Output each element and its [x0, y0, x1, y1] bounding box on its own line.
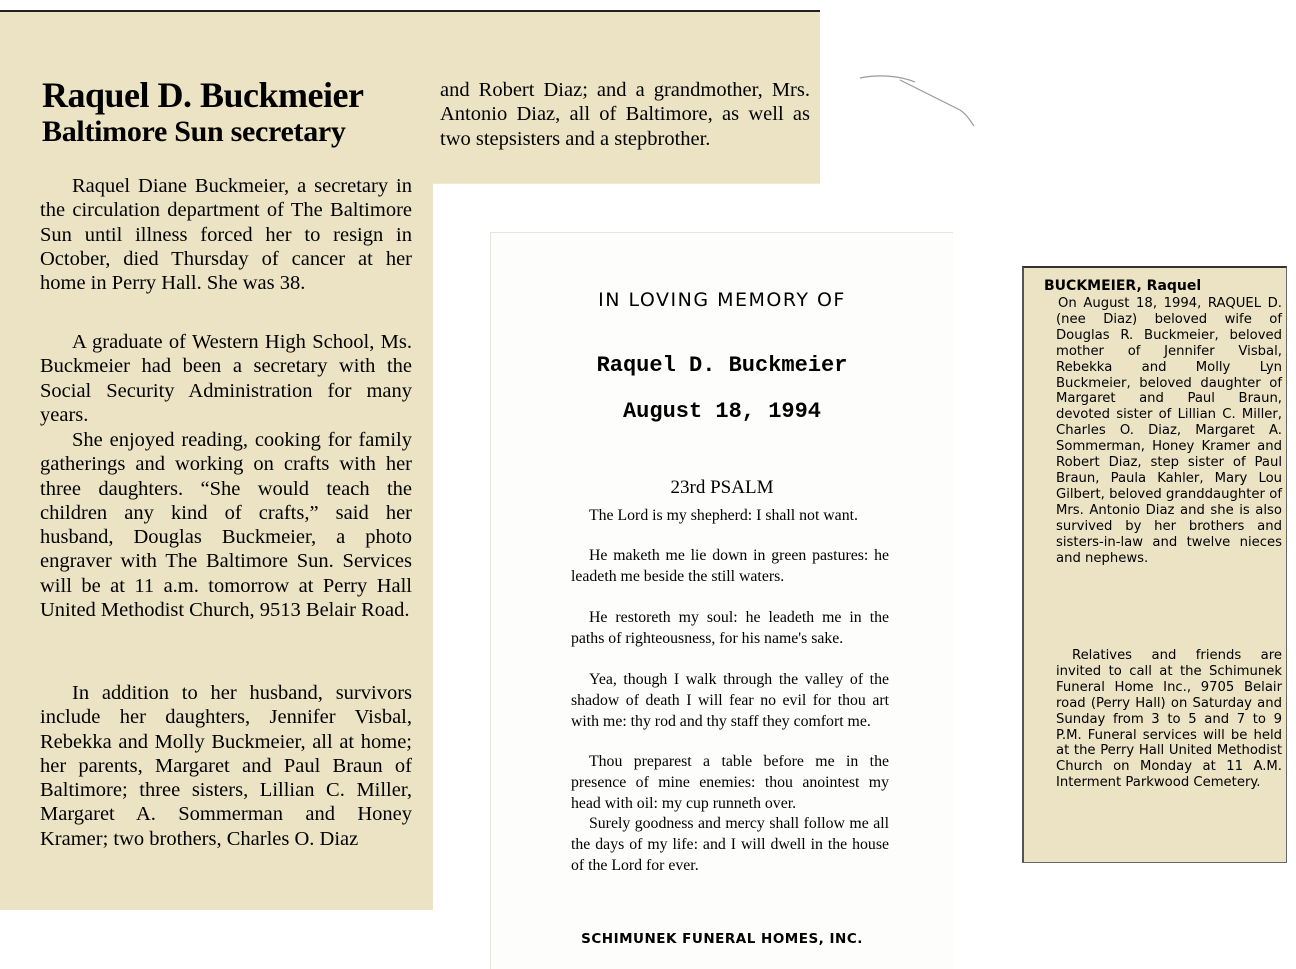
card-name: Raquel D. Buckmeier	[596, 353, 848, 378]
obituary-paragraph-3: She enjoyed reading, cooking for family gatherings and working on crafts with her three daughters. “She would teach the children any kind of crafts,” said her husband, Douglas Buckmeier, a photo engraver with The Baltimore Sun. Services will be at 11 a.m. tomorrow at Perry Hall United Methodist Church, 9513 Belair Road.	[40, 429, 412, 622]
clipping-edge	[0, 10, 820, 12]
psalm-verse-4: Yea, though I walk through the valley of the shadow of death I will fear no evil for thou art with me: thy rod and thy staff they comfort me.	[571, 671, 889, 730]
pen-scratch-mark	[860, 70, 980, 140]
psalm-verse-3: He restoreth my soul: he leadeth me in the paths of righteousness, for his name's sake.	[571, 609, 889, 647]
psalm-verse-1: The Lord is my shepherd: I shall not want.	[589, 507, 858, 524]
obituary-paragraph-1: Raquel Diane Buckmeier, a secretary in the circulation department of The Baltimore Sun until illness forced her to resign in October, died Thursday of cancer at her home in Perry Hall. She was 38.	[40, 175, 412, 295]
card-heading: IN LOVING MEMORY OF	[598, 289, 846, 311]
obituary-headline: Raquel D. Buckmeier	[42, 75, 364, 115]
death-notice-title: BUCKMEIER, Raquel	[1044, 278, 1202, 294]
card-date: August 18, 1994	[622, 399, 822, 424]
memorial-card	[490, 232, 953, 969]
psalm-title: 23rd PSALM	[670, 477, 774, 498]
psalm-verse-2: He maketh me lie down in green pastures: he leadeth me beside the still waters.	[571, 547, 889, 585]
psalm-verse-6: Surely goodness and mercy shall follow me all the days of my life: and I will dwell in the house of the Lord for ever.	[571, 815, 889, 874]
obituary-paragraph-2: A graduate of Western High School, Ms. Buckmeier had been a secretary with the Social Security Administration for many years.	[40, 331, 412, 426]
funeral-home-footer: SCHIMUNEK FUNERAL HOMES, INC.	[581, 931, 863, 947]
death-notice-clipping	[1022, 266, 1287, 863]
psalm-verse-5: Thou preparest a table before me in the presence of mine enemies: thou anointest my head with oil: my cup runneth over.	[571, 753, 889, 812]
obituary-paragraph-4: In addition to her husband, survivors include her daughters, Jennifer Visbal, Rebekka and Molly Buckmeier, all at home; her parents, Margaret and Paul Braun of Baltimore; three sisters, Lillian C. Miller, Margaret A. Sommerman and Honey Kramer; two brothers, Charles O. Diaz	[40, 682, 412, 850]
obituary-continuation: and Robert Diaz; and a grandmother, Mrs. Antonio Diaz, all of Baltimore, as well as two stepsisters and a stepbrother.	[440, 79, 810, 150]
obituary-subhead: Baltimore Sun secretary	[42, 115, 346, 148]
death-notice-body: On August 18, 1994, RAQUEL D. (nee Diaz) beloved wife of Douglas R. Buckmeier, beloved mother of Jennifer Visbal, Rebekka and Molly Lyn Buckmeier, beloved daughter of Margaret and Paul Braun, devoted sister of Lillian C. Miller, Charles O. Diaz, Margaret A. Sommerman, Honey Kramer and Robert Diaz, step sister of Paul Braun, Paula Kahler, Mary Lou Gilbert, beloved granddaughter of Mrs. Antonio Diaz and she is also survived by her brothers and sisters-in-law and twelve nieces and nephews.	[1056, 296, 1282, 566]
death-notice-viewing: Relatives and friends are invited to call at the Schimunek Funeral Home Inc., 9705 Belair road (Perry Hall) on Saturday and Sunday from 3 to 5 and 7 to 9 P.M. Funeral services will be held at the Perry Hall United Methodist Church on Monday at 11 A.M. Interment Parkwood Cemetery.	[1056, 648, 1282, 791]
